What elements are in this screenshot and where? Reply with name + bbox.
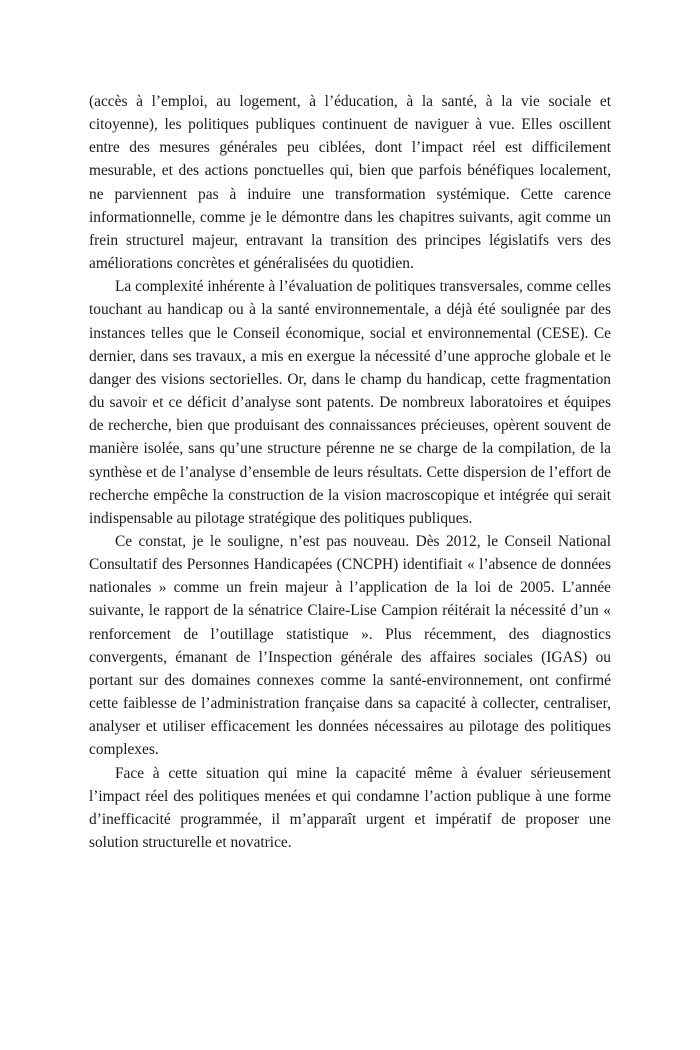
document-page <box>89 90 611 854</box>
paragraph-observation: Ce constat, je le souligne, n’est pas nouveau. Dès 2012, le Conseil National Consultatif des Personnes Handicapées (CNCPH) identifiait « l’absence de données nationales » comme un frein majeur à l’application de la loi de 2005. L’année suivante, le rapport de la sénatrice Claire-Lise Campion réitérait la nécessité d’un « renforcement de l’outillage statistique ». Plus récemment, des diagnostics convergents, émanant de l’Inspection générale des affaires sociales (IGAS) ou portant sur des domaines connexes comme la santé-environnement, ont confirmé cette faiblesse de l’administration française dans sa capacité à collecter, centraliser, analyser et utiliser efficacement les données nécessaires au pilotage des politiques complexes. <box>89 532 611 759</box>
paragraph-complexity: La complexité inhérente à l’évaluation de politiques transversales, comme celles touchant au handicap ou à la santé environnementale, a déjà été soulignée par des instances telles que le Conseil économique, social et environnemental (CESE). Ce dernier, dans ses travaux, a mis en exergue la nécessité d’une approche globale et le danger des visions sectorielles. Or, dans le champ du handicap, cette fragmentation du savoir et ce déficit d’analyse sont patents. De nombreux laboratoires et équipes de recherche, bien que produisant des connaissances précieuses, opèrent souvent de manière isolée, sans qu’une structure pérenne ne se charge de la compilation, de la synthèse et de l’analyse d’ensemble de leurs résultats. Cette dispersion de l’effort de recherche empêche la construction de la vision macroscopique et intégrée qui serait indispensable au pilotage stratégique des politiques publiques. <box>89 278 611 527</box>
paragraph-conclusion: Face à cette situation qui mine la capacité même à évaluer sérieusement l’impact réel des politiques menées et qui condamne l’action publique à une forme d’inefficacité programmée, il m’apparaît urgent et impératif de proposer une solution structurelle et novatrice. <box>89 764 611 851</box>
paragraph-continuation: (accès à l’emploi, au logement, à l’éducation, à la santé, à la vie sociale et citoyenne), les politiques publiques continuent de naviguer à vue. Elles oscillent entre des mesures générales peu ciblées, dont l’impact réel est difficilement mesurable, et des actions ponctuelles qui, bien que parfois bénéfiques localement, ne parviennent pas à induire une transformation systémique. Cette carence informationnelle, comme je le démontre dans les chapitres suivants, agit comme un frein structurel majeur, entravant la transition des principes législatifs vers des améliorations concrètes et généralisées du quotidien. <box>89 93 611 273</box>
